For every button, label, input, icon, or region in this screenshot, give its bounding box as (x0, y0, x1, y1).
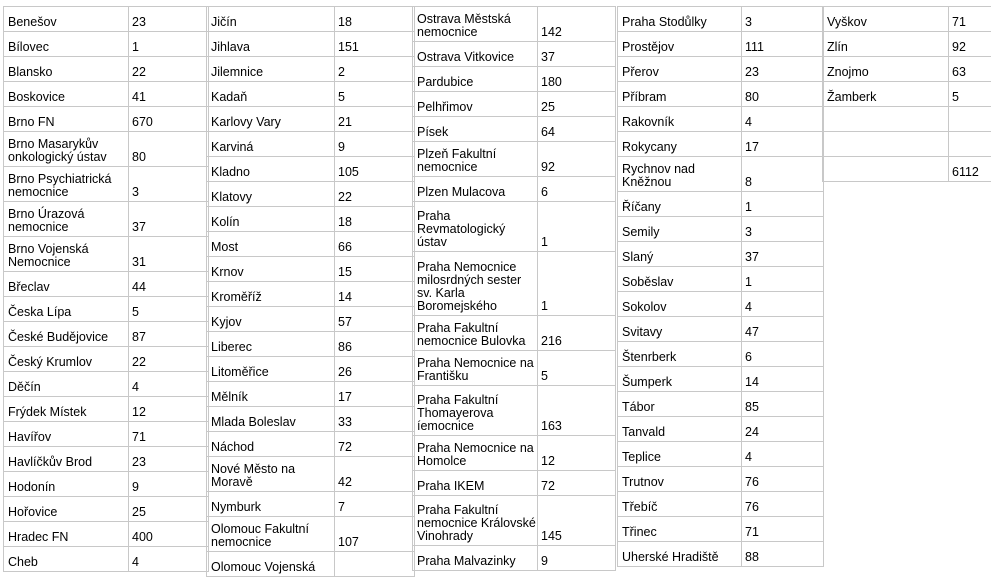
table-row (413, 496, 616, 546)
hospital-name-cell: Kyjov (207, 307, 335, 332)
count-cell: 22 (335, 182, 415, 207)
count-cell: 80 (129, 132, 209, 167)
count-cell: 5 (949, 82, 991, 107)
table-row (413, 546, 616, 571)
hospital-name-cell: Trutnov (618, 467, 742, 492)
count-cell: 142 (538, 7, 616, 42)
hospital-name-cell: Náchod (207, 432, 335, 457)
count-cell: 71 (742, 517, 824, 542)
table-row (207, 432, 415, 457)
table-row (618, 317, 824, 342)
count-cell: 15 (335, 257, 415, 282)
count-cell: 12 (129, 397, 209, 422)
hospital-name-cell: Ostrava Městská nemocnice (413, 7, 538, 42)
count-cell: 8 (742, 157, 824, 192)
hospital-name-cell: Znojmo (823, 57, 949, 82)
table-row (207, 517, 415, 552)
count-cell: 26 (335, 357, 415, 382)
table-row (207, 232, 415, 257)
count-cell: 3 (129, 167, 209, 202)
hospital-name-cell: Tanvald (618, 417, 742, 442)
table-row (618, 517, 824, 542)
table-row (4, 422, 209, 447)
count-cell: 14 (742, 367, 824, 392)
table-row (4, 297, 209, 322)
hospital-name-cell: Uherské Hradiště (618, 542, 742, 567)
count-cell: 37 (538, 42, 616, 67)
hospital-name-cell: Slaný (618, 242, 742, 267)
hospital-name-cell: Frýdek Místek (4, 397, 129, 422)
hospital-name-cell: Praha Nemocnice na Homolce (413, 436, 538, 471)
table-row (823, 132, 991, 157)
table-row (823, 157, 991, 182)
hospital-name-cell: Karviná (207, 132, 335, 157)
count-cell: 31 (129, 237, 209, 272)
hospital-name-cell: Praha Nemocnice milosrdných sester sv. Karla Boromejského (413, 252, 538, 316)
hospital-name-cell: Havlíčkův Brod (4, 447, 129, 472)
table-row (823, 7, 991, 32)
hospital-name-cell: Vyškov (823, 7, 949, 32)
hospital-name-cell: Brno Vojenská Nemocnice (4, 237, 129, 272)
hospital-table-column-3 (412, 6, 616, 571)
hospital-name-cell: Tábor (618, 392, 742, 417)
count-cell: 3 (742, 217, 824, 242)
count-cell: 66 (335, 232, 415, 257)
table-row (618, 467, 824, 492)
hospital-name-cell: Boskovice (4, 82, 129, 107)
count-cell: 22 (129, 347, 209, 372)
hospital-name-cell: Sokolov (618, 292, 742, 317)
table-row (618, 492, 824, 517)
table-row (618, 417, 824, 442)
count-cell: 23 (129, 447, 209, 472)
count-cell: 4 (742, 292, 824, 317)
table-row (4, 132, 209, 167)
table-row (207, 552, 415, 577)
table-row (823, 82, 991, 107)
table-row (618, 192, 824, 217)
table-row (207, 82, 415, 107)
table-row (618, 292, 824, 317)
count-cell (949, 132, 991, 157)
hospital-name-cell: Praha Nemocnice na Františku (413, 351, 538, 386)
table-row (4, 322, 209, 347)
table-row (618, 242, 824, 267)
hospital-name-cell: Karlovy Vary (207, 107, 335, 132)
hospital-name-cell: Praha Revmatologický ústav (413, 202, 538, 252)
count-cell: 145 (538, 496, 616, 546)
table-row (207, 407, 415, 432)
table-row (618, 32, 824, 57)
hospital-name-cell: Litoměřice (207, 357, 335, 382)
hospital-name-cell: Bílovec (4, 32, 129, 57)
count-cell: 7 (335, 492, 415, 517)
count-cell: 4 (129, 372, 209, 397)
table-row (413, 252, 616, 316)
hospital-name-cell: Rokycany (618, 132, 742, 157)
count-cell: 92 (949, 32, 991, 57)
table-row (413, 92, 616, 117)
table-row (4, 522, 209, 547)
count-cell: 180 (538, 67, 616, 92)
count-cell: 42 (335, 457, 415, 492)
table-row (207, 182, 415, 207)
hospital-name-cell: Třebíč (618, 492, 742, 517)
hospital-name-cell: Praha Fakultní nemocnice Bulovka (413, 316, 538, 351)
hospital-name-cell: České Budějovice (4, 322, 129, 347)
hospital-name-cell: Praha Stodůlky (618, 7, 742, 32)
table-row (413, 471, 616, 496)
table-row (413, 316, 616, 351)
count-cell: 1 (538, 252, 616, 316)
count-cell: 14 (335, 282, 415, 307)
table-row (207, 357, 415, 382)
count-cell: 25 (538, 92, 616, 117)
hospital-name-cell: Ostrava Vitkovice (413, 42, 538, 67)
table-row (618, 342, 824, 367)
count-cell: 63 (949, 57, 991, 82)
hospital-name-cell: Brno Psychiatrická nemocnice (4, 167, 129, 202)
hospital-name-cell: Praha Fakultní nemocnice Královské Vinohrady (413, 496, 538, 546)
hospital-name-cell: Benešov (4, 7, 129, 32)
count-cell: 71 (949, 7, 991, 32)
count-cell: 107 (335, 517, 415, 552)
table-row (4, 82, 209, 107)
hospital-table-column-2 (206, 6, 415, 577)
hospital-name-cell: Kroměříž (207, 282, 335, 307)
count-cell: 86 (335, 332, 415, 357)
count-cell: 6 (742, 342, 824, 367)
count-cell: 25 (129, 497, 209, 522)
table-row (4, 372, 209, 397)
table-row (413, 351, 616, 386)
table-row (207, 457, 415, 492)
hospital-name-cell: Havířov (4, 422, 129, 447)
count-cell: 37 (742, 242, 824, 267)
table-row (207, 107, 415, 132)
hospital-name-cell (823, 157, 949, 182)
hospital-name-cell: Semily (618, 217, 742, 242)
table-row (207, 492, 415, 517)
count-cell: 12 (538, 436, 616, 471)
table-row (4, 7, 209, 32)
table-row (413, 142, 616, 177)
count-cell: 1 (742, 192, 824, 217)
table-row (207, 207, 415, 232)
count-cell: 670 (129, 107, 209, 132)
count-cell: 6 (538, 177, 616, 202)
hospital-name-cell: Jičín (207, 7, 335, 32)
count-cell: 22 (129, 57, 209, 82)
hospital-name-cell: Třinec (618, 517, 742, 542)
count-cell: 37 (129, 202, 209, 237)
count-cell: 5 (538, 351, 616, 386)
hospital-name-cell: Brno Masarykův onkologický ústav (4, 132, 129, 167)
count-cell: 5 (335, 82, 415, 107)
count-cell: 41 (129, 82, 209, 107)
table-row (618, 442, 824, 467)
table-row (4, 397, 209, 422)
count-cell: 23 (129, 7, 209, 32)
hospital-name-cell (823, 132, 949, 157)
count-cell: 9 (335, 132, 415, 157)
table-row (207, 157, 415, 182)
hospital-name-cell: Český Krumlov (4, 347, 129, 372)
hospital-name-cell: Prostějov (618, 32, 742, 57)
count-cell: 4 (742, 107, 824, 132)
table-row (618, 132, 824, 157)
hospital-name-cell: Zlín (823, 32, 949, 57)
hospital-name-cell: Šumperk (618, 367, 742, 392)
hospital-name-cell: Cheb (4, 547, 129, 572)
table-row (823, 107, 991, 132)
count-cell: 24 (742, 417, 824, 442)
hospital-name-cell: Hořovice (4, 497, 129, 522)
table-row (618, 107, 824, 132)
table-row (618, 57, 824, 82)
table-row (823, 32, 991, 57)
table-row (413, 67, 616, 92)
hospital-name-cell: Děčín (4, 372, 129, 397)
count-cell: 111 (742, 32, 824, 57)
count-cell: 87 (129, 322, 209, 347)
hospital-name-cell: Kladno (207, 157, 335, 182)
table-row (207, 382, 415, 407)
hospital-name-cell: Blansko (4, 57, 129, 82)
count-cell: 9 (129, 472, 209, 497)
hospital-name-cell: Olomouc Vojenská (207, 552, 335, 577)
hospital-name-cell: Hodonín (4, 472, 129, 497)
hospital-name-cell: Kolín (207, 207, 335, 232)
count-cell (335, 552, 415, 577)
table-row (413, 436, 616, 471)
hospital-name-cell: Hradec FN (4, 522, 129, 547)
table-row (413, 202, 616, 252)
hospital-name-cell: Česka Lípa (4, 297, 129, 322)
table-row (4, 237, 209, 272)
hospital-name-cell: Klatovy (207, 182, 335, 207)
hospital-name-cell: Teplice (618, 442, 742, 467)
count-cell: 400 (129, 522, 209, 547)
table-row (413, 177, 616, 202)
table-row (4, 167, 209, 202)
count-cell: 88 (742, 542, 824, 567)
hospital-name-cell: Soběslav (618, 267, 742, 292)
count-cell: 163 (538, 386, 616, 436)
hospital-name-cell: Jihlava (207, 32, 335, 57)
hospital-name-cell: Mělník (207, 382, 335, 407)
table-row (4, 202, 209, 237)
count-cell: 5 (129, 297, 209, 322)
table-row (4, 347, 209, 372)
count-cell: 76 (742, 492, 824, 517)
count-cell: 76 (742, 467, 824, 492)
table-row (4, 547, 209, 572)
table-row (413, 42, 616, 67)
table-row (207, 132, 415, 157)
table-row (618, 157, 824, 192)
table-row (207, 332, 415, 357)
count-cell: 44 (129, 272, 209, 297)
count-cell: 9 (538, 546, 616, 571)
table-row (618, 542, 824, 567)
count-cell: 2 (335, 57, 415, 82)
hospital-name-cell: Praha Malvazinky (413, 546, 538, 571)
table-row (4, 32, 209, 57)
hospital-name-cell: Most (207, 232, 335, 257)
count-cell: 1 (129, 32, 209, 57)
count-cell: 6112 (949, 157, 991, 182)
count-cell: 71 (129, 422, 209, 447)
hospital-name-cell: Břeclav (4, 272, 129, 297)
table-row (207, 307, 415, 332)
count-cell: 72 (538, 471, 616, 496)
count-cell: 80 (742, 82, 824, 107)
table-row (207, 282, 415, 307)
table-row (4, 57, 209, 82)
hospital-name-cell: Brno FN (4, 107, 129, 132)
hospital-name-cell: Rychnov nad Kněžnou (618, 157, 742, 192)
count-cell: 18 (335, 7, 415, 32)
count-cell: 17 (742, 132, 824, 157)
hospital-name-cell: Rakovník (618, 107, 742, 132)
hospital-name-cell: Pelhřimov (413, 92, 538, 117)
table-row (823, 57, 991, 82)
table-row (413, 386, 616, 436)
hospital-name-cell: Kadaň (207, 82, 335, 107)
table-row (413, 117, 616, 142)
table-row (618, 217, 824, 242)
table-row (207, 32, 415, 57)
table-row (618, 267, 824, 292)
hospital-name-cell: Žamberk (823, 82, 949, 107)
table-row (4, 472, 209, 497)
hospital-table-column-1 (3, 6, 209, 572)
count-cell: 23 (742, 57, 824, 82)
table-row (618, 392, 824, 417)
hospital-name-cell: Pardubice (413, 67, 538, 92)
count-cell: 3 (742, 7, 824, 32)
hospital-name-cell: Nymburk (207, 492, 335, 517)
hospital-table-column-5 (822, 6, 991, 182)
table-row (4, 447, 209, 472)
hospital-name-cell: Plzen Mulacova (413, 177, 538, 202)
table-row (413, 7, 616, 42)
table-row (618, 367, 824, 392)
count-cell: 4 (742, 442, 824, 467)
count-cell: 216 (538, 316, 616, 351)
hospital-table-column-4 (617, 6, 824, 567)
hospital-name-cell: Plzeň Fakultní nemocnice (413, 142, 538, 177)
hospital-name-cell: Mlada Boleslav (207, 407, 335, 432)
hospital-name-cell: Štenrberk (618, 342, 742, 367)
table-row (618, 82, 824, 107)
count-cell (949, 107, 991, 132)
hospital-name-cell: Písek (413, 117, 538, 142)
count-cell: 72 (335, 432, 415, 457)
count-cell: 92 (538, 142, 616, 177)
hospital-name-cell: Olomouc Fakultní nemocnice (207, 517, 335, 552)
hospital-name-cell: Krnov (207, 257, 335, 282)
count-cell: 47 (742, 317, 824, 342)
hospital-name-cell: Jilemnice (207, 57, 335, 82)
count-cell: 57 (335, 307, 415, 332)
count-cell: 85 (742, 392, 824, 417)
table-row (4, 107, 209, 132)
hospital-name-cell: Přerov (618, 57, 742, 82)
count-cell: 17 (335, 382, 415, 407)
table-row (4, 272, 209, 297)
table-row (207, 7, 415, 32)
count-cell: 105 (335, 157, 415, 182)
hospital-name-cell: Příbram (618, 82, 742, 107)
count-cell: 1 (538, 202, 616, 252)
count-cell: 151 (335, 32, 415, 57)
table-row (618, 7, 824, 32)
table-row (4, 497, 209, 522)
count-cell: 1 (742, 267, 824, 292)
count-cell: 4 (129, 547, 209, 572)
hospital-name-cell: Svitavy (618, 317, 742, 342)
hospital-name-cell: Nové Město na Moravě (207, 457, 335, 492)
count-cell: 33 (335, 407, 415, 432)
hospital-name-cell: Říčany (618, 192, 742, 217)
hospital-name-cell: Praha Fakultní Thomayerova íemocnice (413, 386, 538, 436)
count-cell: 18 (335, 207, 415, 232)
table-row (207, 57, 415, 82)
hospital-name-cell (823, 107, 949, 132)
hospital-name-cell: Brno Úrazová nemocnice (4, 202, 129, 237)
hospital-name-cell: Liberec (207, 332, 335, 357)
count-cell: 21 (335, 107, 415, 132)
table-row (207, 257, 415, 282)
count-cell: 64 (538, 117, 616, 142)
hospital-name-cell: Praha IKEM (413, 471, 538, 496)
